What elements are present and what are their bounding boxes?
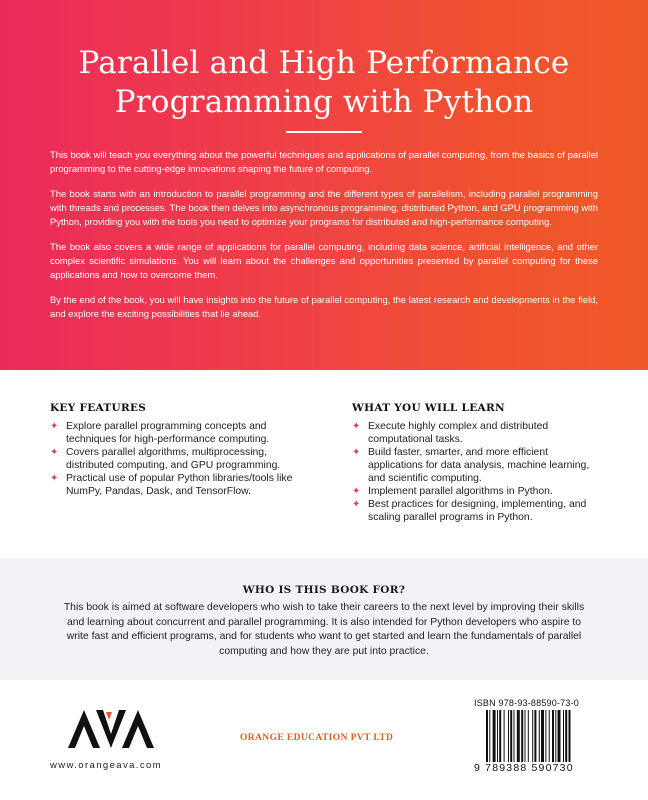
book-title-line-1: Parallel and High Performance <box>78 45 570 81</box>
barcode-bar <box>539 710 540 762</box>
list-item <box>352 498 602 524</box>
description-paragraph: This book will teach you everything about the powerful techniques and applications of parallel computing, from the basics of parallel programming to the cutting-edge innovations shaping the future of computing. <box>50 149 598 174</box>
list-item <box>352 420 602 446</box>
features-section <box>0 370 648 558</box>
what-you-will-learn-list <box>352 420 602 524</box>
book-title-line-2: Programming with Python <box>114 84 534 120</box>
isbn-barcode <box>474 698 602 780</box>
diamond-star-icon: ✦ <box>352 447 361 458</box>
barcode-bar <box>525 710 526 762</box>
diamond-star-icon: ✦ <box>50 421 59 432</box>
isbn-number: ISBN 978-93-88590-73-0 <box>474 698 579 708</box>
barcode-bar <box>521 710 523 762</box>
list-item-text: Execute highly complex and distributed computational tasks. <box>368 421 549 445</box>
publisher-name: ORANGE EDUCATION PVT LTD <box>240 733 394 743</box>
barcode-bar <box>549 710 550 762</box>
list-item <box>352 485 602 498</box>
barcode-bar <box>545 710 546 762</box>
list-item <box>50 420 300 446</box>
barcode-number: 9 789388 590730 <box>474 762 574 774</box>
list-item-text: Build faster, smarter, and more efficient applications for data analysis, machine learning, and scientific computing. <box>368 447 590 484</box>
barcode-bar <box>534 710 536 762</box>
barcode-bar <box>486 710 488 762</box>
list-item <box>50 446 300 472</box>
barcode-bar <box>569 710 571 762</box>
list-item-text: Explore parallel programming concepts and techniques for high-performance computing. <box>66 421 270 445</box>
diamond-star-icon: ✦ <box>352 421 361 432</box>
book-title <box>30 44 618 122</box>
target-audience-text: This book is aimed at software developers who wish to take their careers to the next level by improving their skills and learning about concurrent and parallel programming. It is also intended for Python developers who aspire to write fast and efficient programs, and for students who want to get started and learn the fundamentals of parallel computing and how they are put into practice. <box>63 602 585 657</box>
cover-footer <box>0 680 648 800</box>
list-item-text: Covers parallel algorithms, multiprocessing, distributed computing, and GPU programming. <box>66 447 281 471</box>
barcode-icon <box>486 710 600 762</box>
list-item-text: Practical use of popular Python libraries/tools like NumPy, Pandas, Dask, and TensorFlow. <box>66 473 293 497</box>
barcode-bar <box>517 710 520 762</box>
book-description <box>50 148 598 332</box>
barcode-bar <box>541 710 544 762</box>
diamond-star-icon: ✦ <box>352 486 361 497</box>
barcode-bar <box>510 710 512 762</box>
barcode-bar <box>514 710 515 762</box>
publisher-website: www.orangeava.com <box>50 760 162 771</box>
what-you-will-learn-heading: WHAT YOU WILL LEARN <box>352 402 505 414</box>
barcode-bar <box>532 710 533 762</box>
barcode-bar <box>565 710 567 762</box>
key-features-heading: KEY FEATURES <box>50 402 147 414</box>
barcode-bar <box>558 710 561 762</box>
barcode-bar <box>528 710 529 762</box>
barcode-bar <box>555 710 556 762</box>
title-divider <box>286 131 362 133</box>
barcode-bar <box>489 710 490 762</box>
ava-logo-icon <box>66 704 156 754</box>
diamond-star-icon: ✦ <box>352 499 361 510</box>
diamond-star-icon: ✦ <box>50 447 59 458</box>
description-paragraph: The book also covers a wide range of applications for parallel computing, including data science, artificial intelligence, and other complex scientific simulations. You will learn about the challenges and opportunities presented by parallel computing for these applications and how to overcome them. <box>50 241 598 280</box>
list-item <box>352 446 602 485</box>
list-item <box>50 472 300 498</box>
barcode-bar <box>504 710 505 762</box>
barcode-bar <box>552 710 554 762</box>
barcode-bar <box>497 710 498 762</box>
target-audience-heading: WHO IS THIS BOOK FOR? <box>242 584 406 596</box>
barcode-bar <box>508 710 509 762</box>
key-features-column <box>50 402 300 498</box>
description-paragraph: By the end of the book, you will have insights into the future of parallel computing, the latest research and developments in the field, and explore the exciting possibilities that lie ahead. <box>50 294 598 319</box>
list-item-text: Implement parallel algorithms in Python. <box>368 486 553 497</box>
target-audience-section <box>0 558 648 680</box>
what-you-will-learn-column <box>352 402 602 524</box>
key-features-list <box>50 420 300 498</box>
diamond-star-icon: ✦ <box>50 473 59 484</box>
description-paragraph: The book starts with an introduction to parallel programming and the different types of parallelism, including parallel programming with threads and processes. The book then delves into asynchronous programming, distributed Python, and GPU programming with Python, providing you with the tools you need to optimize your programs for distributed and high-performance computing. <box>50 188 598 227</box>
list-item-text: Best practices for designing, implementing, and scaling parallel programs in Python. <box>368 499 587 523</box>
barcode-bar <box>493 710 496 762</box>
barcode-bar <box>499 710 501 762</box>
barcode-bar <box>563 710 564 762</box>
back-cover-hero <box>0 0 648 370</box>
